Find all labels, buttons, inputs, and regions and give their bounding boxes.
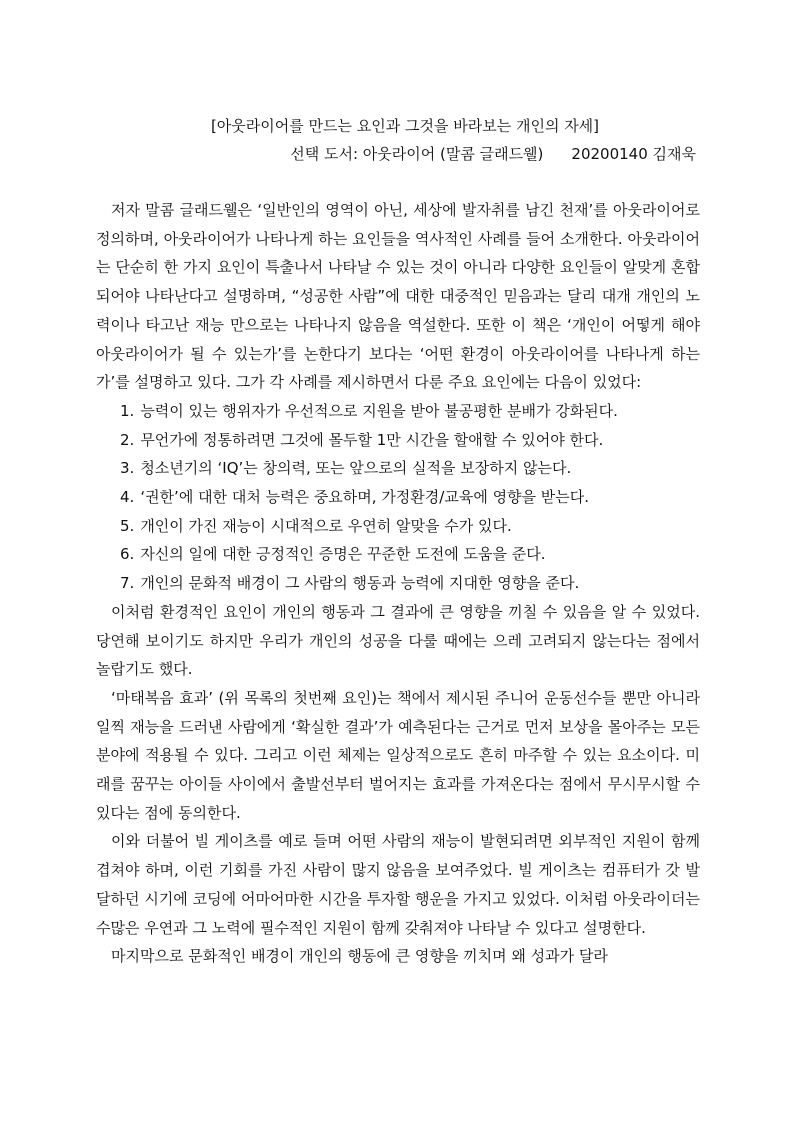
list-item [96,426,700,455]
list-text: 청소년기의 ‘IQ’는 창의력, 또는 앞으로의 실적을 보장하지 않는다. [140,459,572,478]
list-text: 무언가에 정통하려면 그것에 몰두할 1만 시간을 할애할 수 있어야 한다. [140,430,604,449]
body-paragraph: ‘마태복음 효과’ (위 목록의 첫번째 요인)는 책에서 제시된 주니어 운동선수들 뿐만 아니라 일찍 재능을 드러낸 사람에게 ‘확실한 결과’가 예측된다는 근거로 먼저 보상을 몰아주는 모든 분야에 적용될 수 있다. 그리고 이런 체제는 일상적으로도 흔히 마주할 수 있는 요소이다. 미래를 꿈꾸는 아이들 사이에서 출발선부터 벌어지는 효과를 가져온다는 점에서 무시무시할 수 있다는 점에 동의한다. [96,688,700,822]
book-info: 선택 도서: 아웃라이어 (말콤 글래드웰) [290,145,544,163]
list-item [96,569,700,598]
list-text: 능력이 있는 행위자가 우선적으로 지원을 받아 불공평한 분배가 강화된다. [140,401,618,420]
list-item [96,540,700,569]
body-paragraph: 이와 더불어 빌 게이츠를 예로 들며 어떤 사람의 재능이 발현되려면 외부적인 지원이 함께 겹쳐야 하며, 이런 기회를 가진 사람이 많지 않음을 보여주었다. 빌 게이츠는 컴퓨터가 갓 발달하던 시기에 코딩에 어마어마한 시간을 투자할 행운을 가지고 있었다. 이처럼 아웃라이더는 수많은 우연과 그 노력에 필수적인 지원이 함께 갖춰져야 나타날 수 있다고 설명한다. [96,832,700,937]
list-item [96,483,700,512]
list-number: 2. [120,430,135,449]
body-paragraph: 마지막으로 문화적인 배경이 개인의 행동에 큰 영향을 끼치며 왜 성과가 달라 [111,947,608,966]
body-paragraph: 이처럼 환경적인 요인이 개인의 행동과 그 결과에 큰 영향을 끼칠 수 있음을 알 수 있었다. 당연해 보이기도 하지만 우리가 개인의 성공을 다룰 때에는 으레 고려되지 않는다는 점에서 놀랍기도 했다. [96,602,700,679]
document-title: [아웃라이어를 만드는 요인과 그것을 바라보는 개인의 자세] [210,117,600,135]
list-number: 1. [120,401,135,420]
list-text: 자신의 일에 대한 긍정적인 증명은 꾸준한 도전에 도움을 준다. [140,545,546,564]
list-text: 개인의 문화적 배경이 그 사람의 행동과 능력에 지대한 영향을 준다. [140,574,580,593]
list-number: 5. [120,516,135,535]
list-number: 4. [120,488,135,507]
document-subtitle [96,140,700,168]
list-text: 개인이 가진 재능이 시대적으로 우연히 알맞을 수가 있다. [140,516,512,535]
intro-paragraph: 저자 말콤 글래드웰은 ‘일반인의 영역이 아닌, 세상에 발자취를 남긴 천재’를 아웃라이어로 정의하며, 아웃라이어가 나타나게 하는 요인들을 역사적인 사례를 들어 소개한다. 아웃라이어는 단순히 한 가지 요인이 특출나서 나타날 수 있는 것이 아니라 다양한 요인들이 알맞게 혼합되어야 나타난다고 설명하며, “성공한 사람”에 대한 대중적인 믿음과는 달리 대개 개인의 노력이나 타고난 재능 만으로는 나타나지 않음을 역설한다. 또한 이 책은 ‘개인이 어떻게 해야 아웃라이어가 될 수 있는가’를 논한다기 보다는 ‘어떤 환경이 아웃라이어를 나타나게 하는가’를 설명하고 있다. 그가 각 사례를 제시하면서 다룬 주요 요인에는 다음이 있었다: [96,201,700,392]
list-number: 6. [120,545,135,564]
list-number: 7. [120,574,135,593]
list-item [96,454,700,483]
document-page [96,112,700,971]
student-id-name: 20200140 김재욱 [571,145,696,163]
list-item [96,397,700,426]
list-number: 3. [120,459,135,478]
list-item [96,512,700,541]
factor-list [96,397,700,598]
list-text: ‘권한’에 대한 대처 능력은 중요하며, 가정환경/교육에 영향을 받는다. [140,488,590,507]
